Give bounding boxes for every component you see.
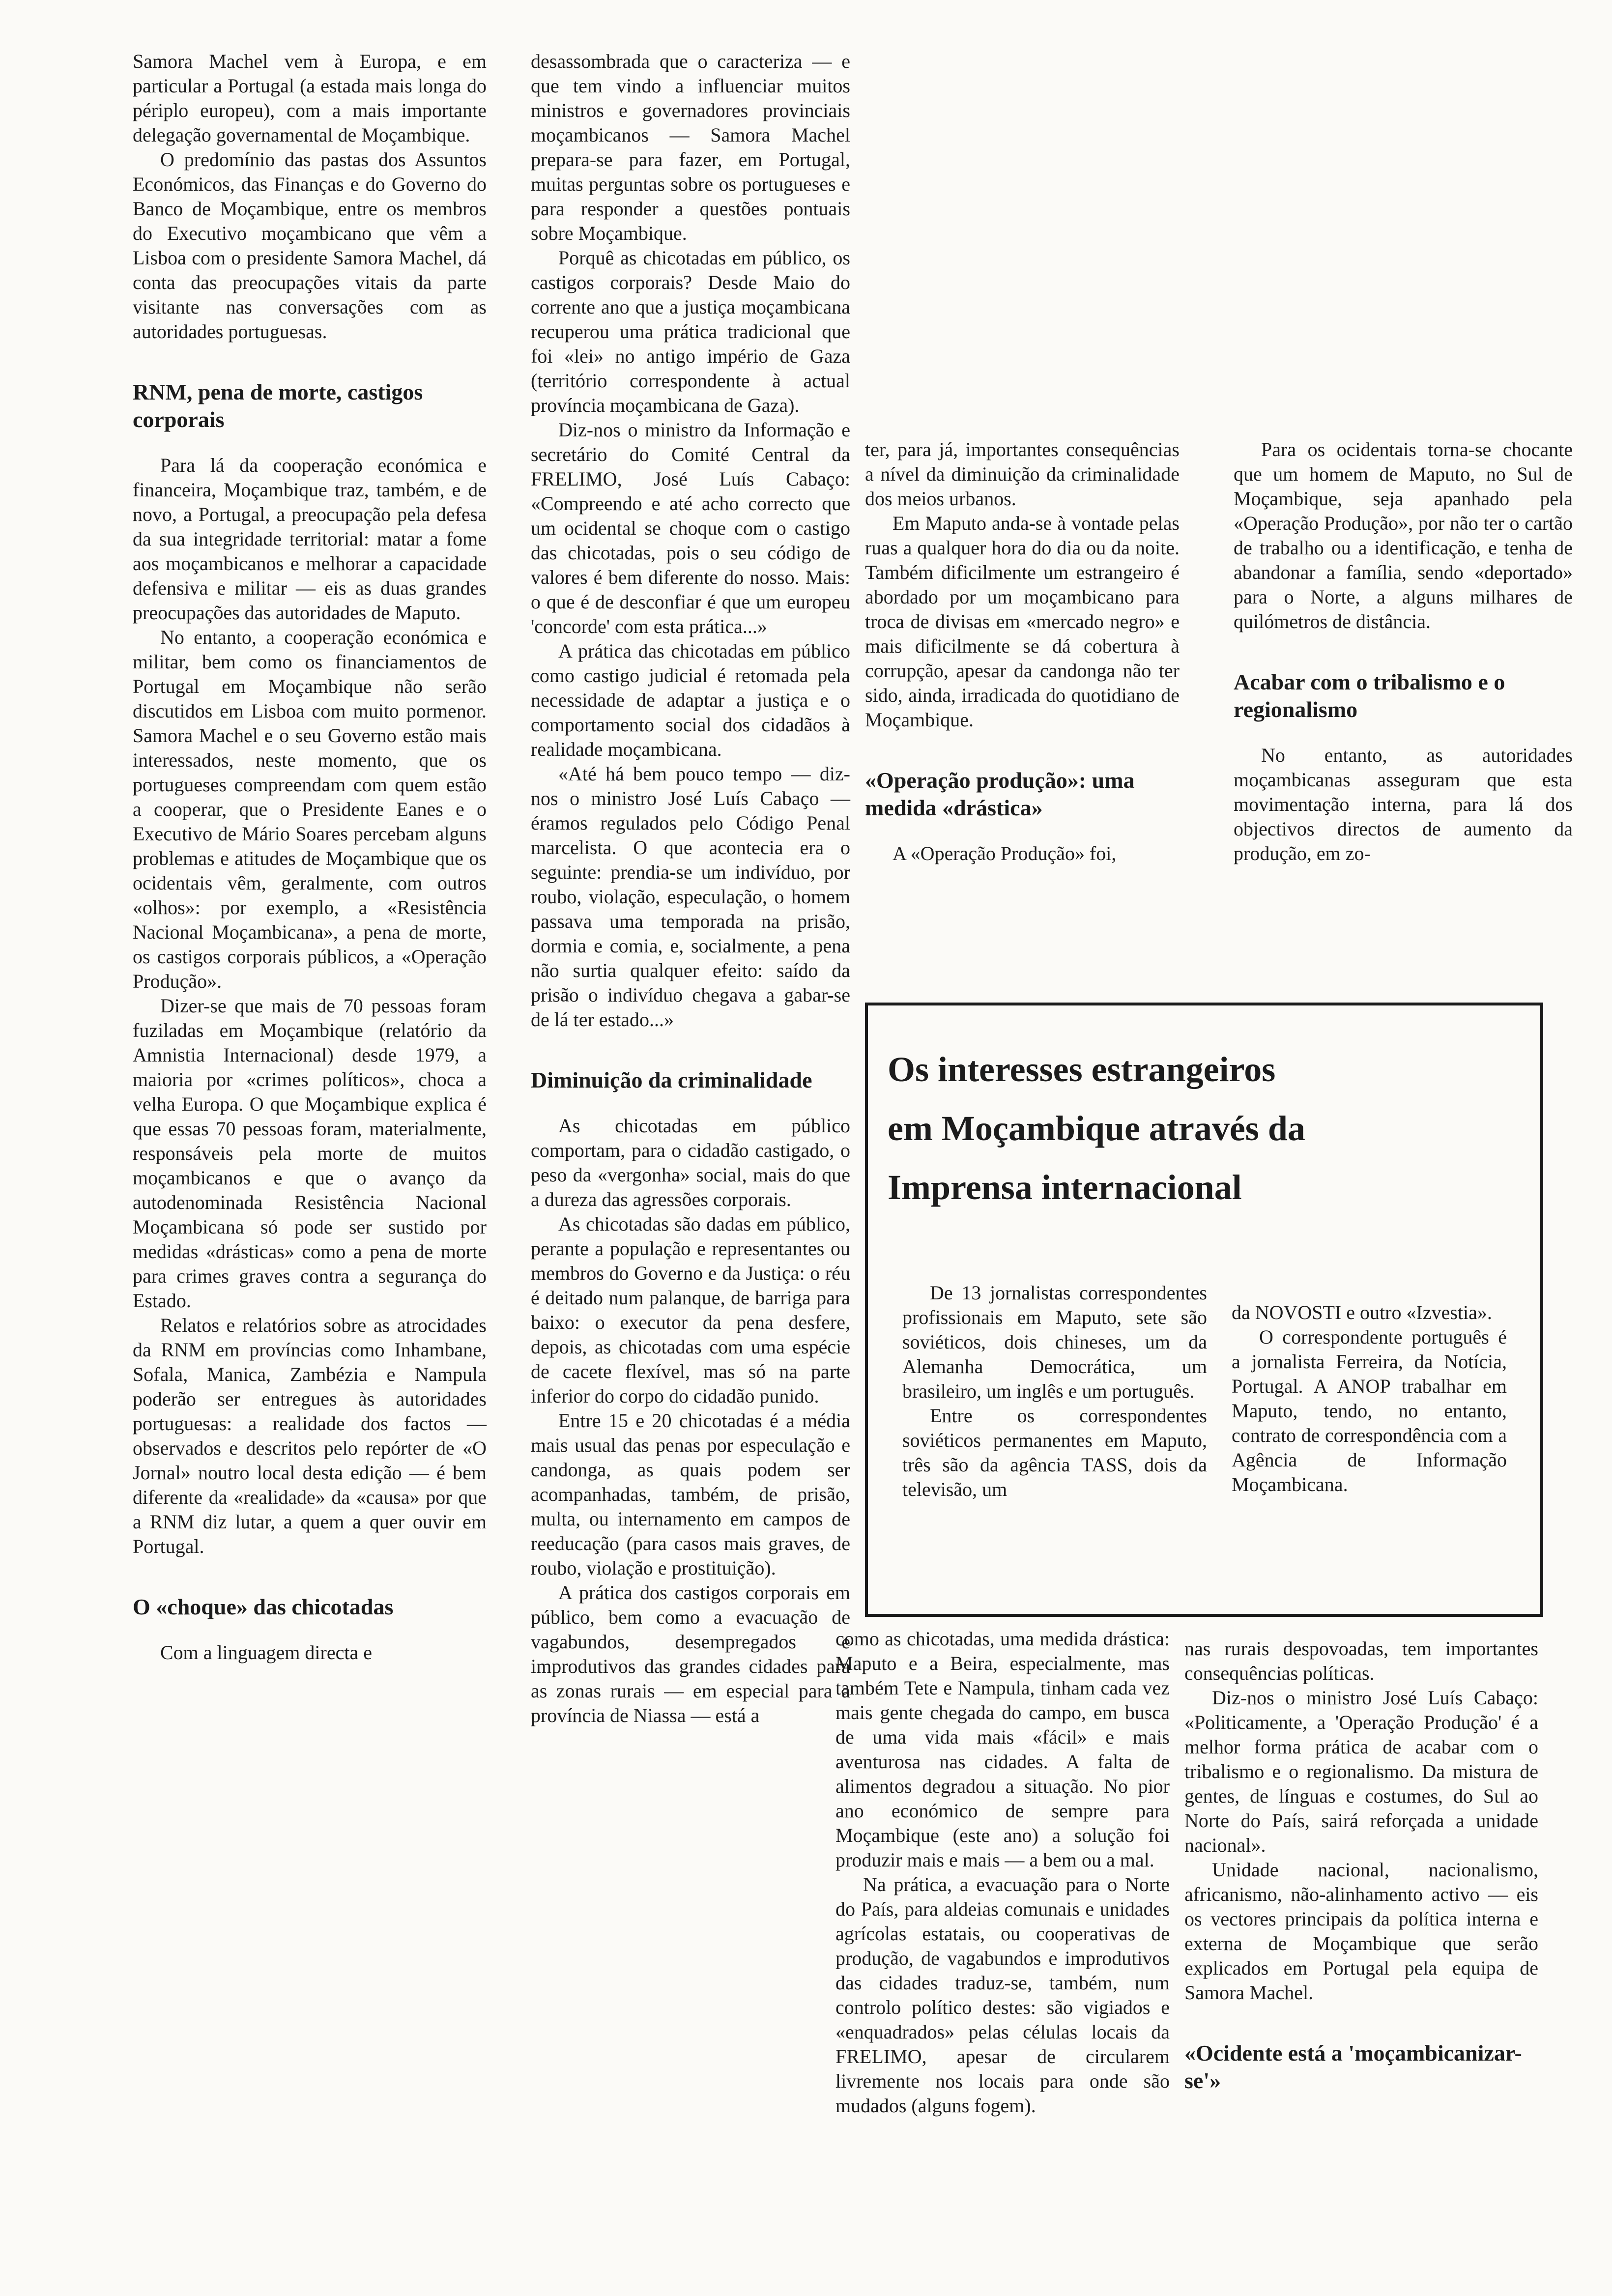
paragraph: nas rurais despovoadas, tem importantes consequências políticas. (1184, 1637, 1538, 1684)
paragraph: Dizer-se que mais de 70 pessoas foram fuziladas em Moçambique (relatório da Amnistia Internacional) desde 1979, a maioria por «crimes políticos», choca a velha Europa. O que Moçambique explica é que essas 70 pessoas foram, materialmente, responsáveis pela morte de muitos moçambicanos e que o avanço da autodenominada Resistência Nacional Moçambicana só pode ser sustido por medidas «drásticas» como a pena de morte para crimes graves contra a segurança do Estado. (133, 995, 487, 1312)
paragraph: Para os ocidentais torna-se chocante que um homem de Maputo, no Sul de Moçambique, seja apanhado pela «Operação Produção», por não ter o cartão de trabalho ou a identificação, e tenha de abandonar a família, sendo «deportado» para o Norte, a alguns milhares de quilómetros de distância. (1234, 438, 1573, 632)
paragraph: As chicotadas em público comportam, para o cidadão castigado, o peso da «vergonha» social, mais do que a dureza das agressões corporais. (531, 1115, 850, 1210)
column-3-bottom (835, 1627, 1170, 2118)
paragraph: De 13 jornalistas correspondentes profissionais em Maputo, sete são soviéticos, dois chineses, um da Alemanha Democrática, um brasileiro, um inglês e um português. (902, 1282, 1207, 1402)
boxed-article (865, 1003, 1543, 1617)
box-title: Os interesses estrangeiros em Moçambique através da Imprensa internacional (888, 1050, 1305, 1207)
paragraph: Com a linguagem directa e (160, 1641, 372, 1664)
column-4-bottom (1184, 1636, 1538, 2114)
paragraph: O correspondente português é a jornalista Ferreira, da Notícia, Portugal. A ANOP trabalhar em Maputo, tendo, no entanto, contrato de correspondência com a Agência de Informação Moçambicana. (1232, 1326, 1507, 1495)
paragraph: No entanto, as autoridades moçambicanas asseguram que esta movimentação interna, para lá dos objectivos directos de aumento da produção, em zo- (1234, 744, 1573, 864)
column-2 (531, 49, 850, 1728)
paragraph: da NOVOSTI e outro «Izvestia». (1232, 1301, 1492, 1323)
paragraph: Relatos e relatórios sobre as atrocidades da RNM em províncias como Inhambane, Sofala, Manica, Zambézia e Nampula poderão ser entregues às autoridades portuguesas: a realidade dos factos — observados e descritos pelo repórter de «O Jornal» noutro local desta edição — é bem diferente da «realidade» da «causa» por que a RNM diz lutar, a quem a quer ouvir em Portugal. (133, 1314, 487, 1557)
section-heading-rnm: RNM, pena de morte, castigos corporais (133, 379, 423, 432)
column-3-top (865, 437, 1180, 866)
section-heading-tribalismo: Acabar com o tribalismo e o regionalismo (1234, 669, 1505, 722)
box-column-left (902, 1281, 1207, 1502)
column-4-top (1234, 437, 1573, 866)
paragraph: «Até há bem pouco tempo — diz-nos o ministro José Luís Cabaço — éramos regulados pelo Código Penal marcelista. O que acontecia era o seguinte: prendia-se um indivíduo, por roubo, violação, especulação, o homem passava uma temporada na prisão, dormia e comia, e, socialmente, a pena não surtia qualquer efeito: saído da prisão o indivíduo chegava a gabar-se de lá ter estado...» (531, 763, 850, 1031)
paragraph: Em Maputo anda-se à vontade pelas ruas a qualquer hora do dia ou da noite. Também dificilmente um estrangeiro é abordado por um moçambicano para troca de divisas em «mercado negro» e mais dificilmente se dá cobertura à corrupção, apesar da candonga não ter sido, ainda, irradicada do quotidiano de Moçambique. (865, 512, 1180, 731)
paragraph: O predomínio das pastas dos Assuntos Económicos, das Finanças e do Governo do Banco de Moçambique, entre os membros do Executivo moçambicano que vêm a Lisboa com o presidente Samora Machel, dá conta das preocupações vitais da parte visitante nas conversações com as autoridades portuguesas. (133, 148, 487, 343)
section-heading-choque: O «choque» das chicotadas (133, 1594, 394, 1619)
column-1 (133, 49, 487, 1665)
box-column-right (1232, 1300, 1507, 1497)
paragraph: Para lá da cooperação económica e financeira, Moçambique traz, também, e de novo, a Portugal, a preocupação pela defesa da sua integridade territorial: matar a fome aos moçambicanos e melhorar a capacidade defensiva e militar — eis as duas grandes preocupações das autoridades de Maputo. (133, 454, 487, 624)
paragraph: A prática das chicotadas em público como castigo judicial é retomada pela necessidade de adaptar a justiça e o comportamento social dos cidadãos à realidade moçambicana. (531, 640, 850, 760)
paragraph: Na prática, a evacuação para o Norte do País, para aldeias comunais e unidades agrícolas estatais, ou cooperativas de produção, de vagabundos e improdutivos das cidades traduz-se, também, num controlo político destes: são vigiados e «enquadrados» pelas células locais da FRELIMO, apesar de circularem livremente nos locais para onde são mudados (alguns fogem). (835, 1873, 1170, 2117)
paragraph: como as chicotadas, uma medida drástica: Maputo e a Beira, especialmente, mas também Tete e Nampula, tinham cada vez mais gente chegada do campo, em busca de uma vida mais «fácil» e mais aventurosa nas cidades. A falta de alimentos degradou a situação. No pior ano económico de sempre para Moçambique (este ano) a solução foi produzir mais e mais — a bem ou a mal. (835, 1628, 1170, 1871)
paragraph: As chicotadas são dadas em público, perante a população e representantes ou membros do Governo e da Justiça: o réu é deitado num palanque, de barriga para baixo: o executor da pena desfere, depois, as chicotadas com uma espécie de cacete flexível, mas só na parte inferior do corpo do cidadão punido. (531, 1213, 850, 1407)
paragraph: No entanto, a cooperação económica e militar, bem como os financiamentos de Portugal em Moçambique não serão discutidos em Lisboa com muito pormenor. Samora Machel e o seu Governo estão mais interessados, neste momento, que os portugueses compreendam com quem estão a cooperar, que o Presidente Eanes e o Executivo de Mário Soares percebam alguns problemas e atitudes de Moçambique que os ocidentais vêm, geralmente, com outros «olhos»: por exemplo, a «Resistência Nacional Moçambicana», a pena de morte, os castigos corporais públicos, a «Operação Produção». (133, 626, 487, 992)
paragraph: Entre 15 e 20 chicotadas é a média mais usual das penas por especulação e candonga, as quais podem ser acompanhadas, também, de prisão, multa, ou internamento em campos de reeducação (para casos mais graves, de roubo, violação e prostituição). (531, 1409, 850, 1579)
paragraph: desassombrada que o caracteriza — e que tem vindo a influenciar muitos ministros e governadores provinciais moçambicanos — Samora Machel prepara-se para fazer, em Portugal, muitas perguntas sobre os portugueses e para responder a questões pontuais sobre Moçambique. (531, 50, 850, 244)
section-heading-ocidente: «Ocidente está a 'moçambicanizar-se'» (1184, 2040, 1522, 2093)
section-heading-criminalidade: Diminuição da criminalidade (531, 1067, 812, 1092)
paragraph: Diz-nos o ministro José Luís Cabaço: «Politicamente, a 'Operação Produção' é a melhor forma prática de acabar com o tribalismo e o regionalismo. Da mistura de gentes, de línguas e costumes, do Sul ao Norte do País, sairá reforçada a unidade nacional». (1184, 1687, 1538, 1856)
paragraph: Unidade nacional, nacionalismo, africanismo, não-alinhamento activo — eis os vectores principais da política interna e externa de Moçambique que serão explicados em Portugal pela equipa de Samora Machel. (1184, 1859, 1538, 2004)
paragraph: Diz-nos o ministro da Informação e secretário do Comité Central da FRELIMO, José Luís Cabaço: «Compreendo e até acho correcto que um ocidental se choque com o castigo das chicotadas, pois o seu código de valores é bem diferente do nosso. Mais: o que é de desconfiar é que um europeu 'concorde' com esta prática...» (531, 419, 850, 637)
paragraph: Porquê as chicotadas em público, os castigos corporais? Desde Maio do corrente ano que a justiça moçambicana recuperou uma prática tradicional que foi «lei» no antigo império de Gaza (território correspondente à actual província moçambicana de Gaza). (531, 247, 850, 416)
paragraph: A «Operação Produção» foi, (892, 842, 1117, 864)
paragraph: Entre os correspondentes soviéticos permanentes em Maputo, três são da agência TASS, dois da televisão, um (902, 1405, 1207, 1500)
section-heading-operacao: «Operação produção»: uma medida «drástica» (865, 768, 1135, 820)
paragraph: ter, para já, importantes consequências a nível da diminuição da criminalidade dos meios urbanos. (865, 438, 1180, 510)
paragraph: A prática dos castigos corporais em público, bem como a evacuação de vagabundos, desempregados e improdutivos das grandes cidades para as zonas rurais — em especial para a província de Niassa — está a (531, 1581, 850, 1726)
paragraph: Samora Machel vem à Europa, e em particular a Portugal (a estada mais longa do périplo europeu), com a mais importante delegação governamental de Moçambique. (133, 50, 487, 146)
